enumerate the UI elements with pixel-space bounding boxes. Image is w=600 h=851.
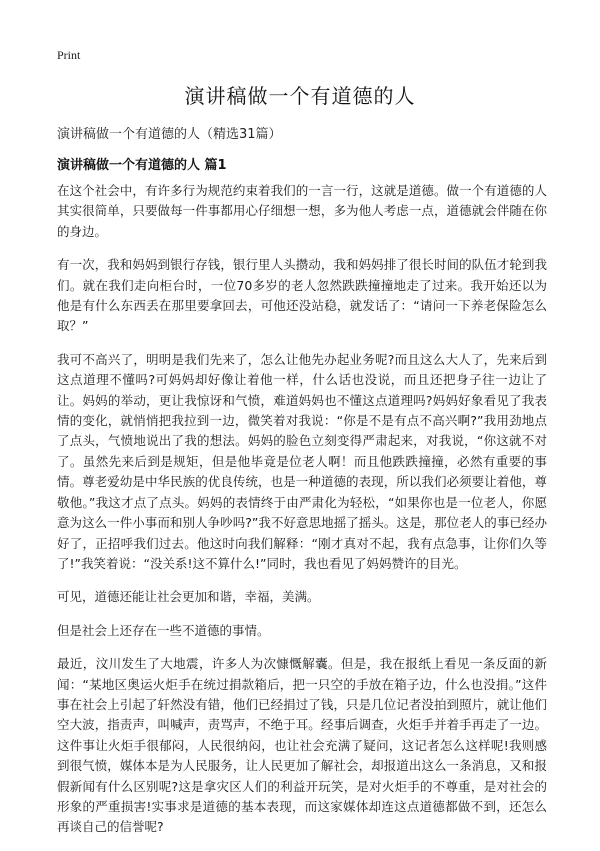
paragraph: 最近，汶川发生了大地震，许多人为次慷慨解囊。但是，我在报纸上看见一条反面的新闻：“某地区奥运火炬手在统过捐款箱后，把一只空的手放在箱子边，什么也没捐。”这件事在社会上引起了轩然没有错，他们已经捐过了钱，只是几位记者没拍到照片，就让他们空大波，指责声，叫喊声，责骂声，不绝于耳。经事后调查，火炬手并着手再走了一边。这件事让火炬手很郁闷，人民很纳闷，也让社会充满了疑问，这记者怎么这样呢!我则感到很气愤，媒体本是为人民服务，让人民更加了解社会，却报道出这么一条消息，又和报假新闻有什么区别呢?这是拿灾区人们的利益开玩笑，是对火炬手的不尊重，是对社会的形象的严重损害!实事求是道德的基本表现，而这家媒体却连这点道德都做不到，还怎么再谈自己的信誉呢? bbox=[57, 656, 547, 835]
paragraph: 但是社会上还存在一些不道德的事情。 bbox=[57, 622, 270, 638]
article-body bbox=[57, 181, 547, 851]
paragraph: 在这个社会中，有许多行为规范约束着我们的一言一行，这就是道德。做一个有道德的人其实很简单，只要做每一件事都用心仔细想一想，多为他人考虑一点，道德就会伴随在你的身边。 bbox=[57, 183, 547, 239]
paragraph: 我可不高兴了，明明是我们先来了，怎么让他先办起业务呢?而且这么大人了，先来后到这点道理不懂吗?可妈妈却好像让着他一样，什么话也没说，而且还把身子往一边让了让。妈妈的举动，更让我惊讶和气愤，难道妈妈也不懂这点道理吗?妈妈好象看见了我表情的变化，就悄悄把我拉到一边，微笑着对我说：“你是不是有点不高兴啊?”我用劲地点了点头，气愤地说出了我的想法。妈妈的脸色立刻变得严肃起来，对我说，“你这就不对了。虽然先来后到是规矩，但是他毕竟是位老人啊！而且他跌跌撞撞，必然有重要的事情。尊老爱幼是中华民族的优良传统，也是一种道德的表现，所以我们必须要让着他，尊敬他。”我这才点了点头。妈妈的表情终于由严肃化为轻松，“如果你也是一位老人，你愿意为这么一件小事而和别人争吵吗?”我不好意思地摇了摇头。这是，那位老人的事已经办好了，正招呼我们过去。他这时向我们解释：“刚才真对不起，我有点急事，让你们久等了!”我笑着说：“没关系!这不算什么!”同时，我也看见了妈妈赞许的目光。 bbox=[57, 351, 547, 571]
document-subtitle: 演讲稿做一个有道德的人（精选31篇） bbox=[57, 127, 282, 142]
section-heading: 演讲稿做一个有道德的人 篇1 bbox=[57, 158, 227, 173]
page-title: 演讲稿做一个有道德的人 bbox=[184, 84, 416, 108]
paragraph: 有一次，我和妈妈到银行存钱，银行里人头攒动，我和妈妈排了很长时间的队伍才轮到我们。就在我们走向柜台时，一位70多岁的老人忽然跌跌撞撞地走了过来。我开始还以为他是有什么东西丢在那里要拿回去，可他还没站稳，就发话了：“请问一下养老保险怎么取？” bbox=[57, 257, 547, 334]
paragraph: 可见，道德还能让社会更加和谐，幸福，美满。 bbox=[57, 589, 320, 605]
print-label[interactable]: Print bbox=[57, 48, 81, 62]
